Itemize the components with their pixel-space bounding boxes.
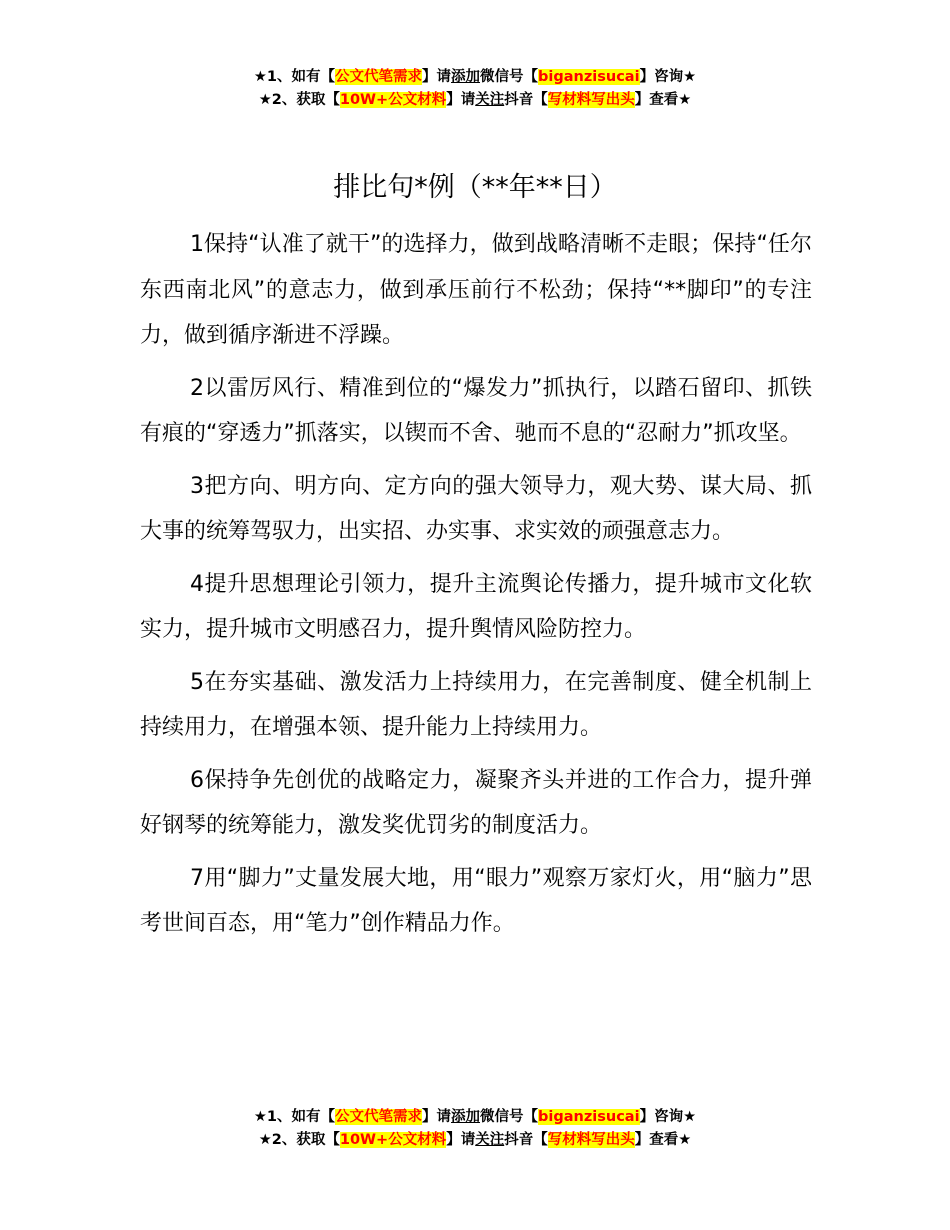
banner-text: 】查看 <box>634 92 679 108</box>
banner-text: 】请 <box>422 69 452 85</box>
highlight-douyin-name: 写材料写出头 <box>547 1132 635 1148</box>
banner-text: 】请 <box>446 1132 476 1148</box>
highlight-materials-text: 10W+公文材料 <box>339 92 447 108</box>
star-icon: ★ <box>678 1132 692 1148</box>
star-icon: ★ <box>258 1132 272 1148</box>
highlight-douyin-name: 写材料写出头 <box>547 92 635 108</box>
banner-text: 1、如有【 <box>266 69 336 85</box>
star-icon: ★ <box>253 1109 267 1125</box>
document-body <box>140 222 812 954</box>
star-icon: ★ <box>683 69 697 85</box>
highlight-service-text: 公文代笔需求 <box>335 1109 423 1125</box>
underlined-text: 添加 <box>451 69 481 85</box>
banner-line-1 <box>0 1106 950 1129</box>
banner-text: 微信号【 <box>480 1109 539 1125</box>
banner-text: 】请 <box>422 1109 452 1125</box>
banner-line-1 <box>0 66 950 89</box>
banner-text: 】咨询 <box>639 1109 684 1125</box>
banner-text: 2、获取【 <box>271 1132 340 1148</box>
paragraph: 7用“脚力”丈量发展大地，用“眼力”观察万家灯火，用“脑力”思考世间百态，用“笔力”创作精品力作。 <box>140 865 812 936</box>
highlight-wechat-id: biganzisucai <box>538 1109 640 1125</box>
document-title: 排比句*例（**年**日） <box>333 172 617 203</box>
banner-text: 微信号【 <box>480 69 539 85</box>
banner-text: 】请 <box>446 92 476 108</box>
banner-text: 抖音【 <box>504 1132 548 1148</box>
paragraph: 6保持争先创优的战略定力，凝聚齐头并进的工作合力，提升弹好钢琴的统筹能力，激发奖优罚劣的制度活力。 <box>140 767 812 838</box>
underlined-text: 关注 <box>475 92 505 108</box>
paragraph: 4提升思想理论引领力，提升主流舆论传播力，提升城市文化软实力，提升城市文明感召力，提升舆情风险防控力。 <box>140 571 812 642</box>
banner-text: 】咨询 <box>639 69 684 85</box>
paragraph: 3把方向、明方向、定方向的强大领导力，观大势、谋大局、抓大事的统筹驾驭力，出实招、办实事、求实效的顽强意志力。 <box>140 473 812 544</box>
underlined-text: 关注 <box>475 1132 505 1148</box>
banner-text: 2、获取【 <box>271 92 340 108</box>
star-icon: ★ <box>253 69 267 85</box>
underlined-text: 添加 <box>451 1109 481 1125</box>
highlight-materials-text: 10W+公文材料 <box>339 1132 447 1148</box>
paragraph: 5在夯实基础、激发活力上持续用力，在完善制度、健全机制上持续用力，在增强本领、提升能力上持续用力。 <box>140 669 812 740</box>
banner-line-2 <box>0 1129 950 1152</box>
highlight-wechat-id: biganzisucai <box>538 69 640 85</box>
star-icon: ★ <box>683 1109 697 1125</box>
star-icon: ★ <box>258 92 272 108</box>
banner-text: 抖音【 <box>504 92 548 108</box>
header-banner <box>0 66 950 112</box>
star-icon: ★ <box>678 92 692 108</box>
banner-line-2 <box>0 89 950 112</box>
footer-banner <box>0 1106 950 1152</box>
banner-text: 】查看 <box>634 1132 679 1148</box>
highlight-service-text: 公文代笔需求 <box>335 69 423 85</box>
banner-text: 1、如有【 <box>266 1109 336 1125</box>
paragraph: 1保持“认准了就干”的选择力，做到战略清晰不走眼；保持“任尔东西南北风”的意志力，做到承压前行不松劲；保持“**脚印”的专注力，做到循序渐进不浮躁。 <box>140 232 812 348</box>
paragraph: 2以雷厉风行、精准到位的“爆发力”抓执行，以踏石留印、抓铁有痕的“穿透力”抓落实，以锲而不舍、驰而不息的“忍耐力”抓攻坚。 <box>140 375 812 446</box>
